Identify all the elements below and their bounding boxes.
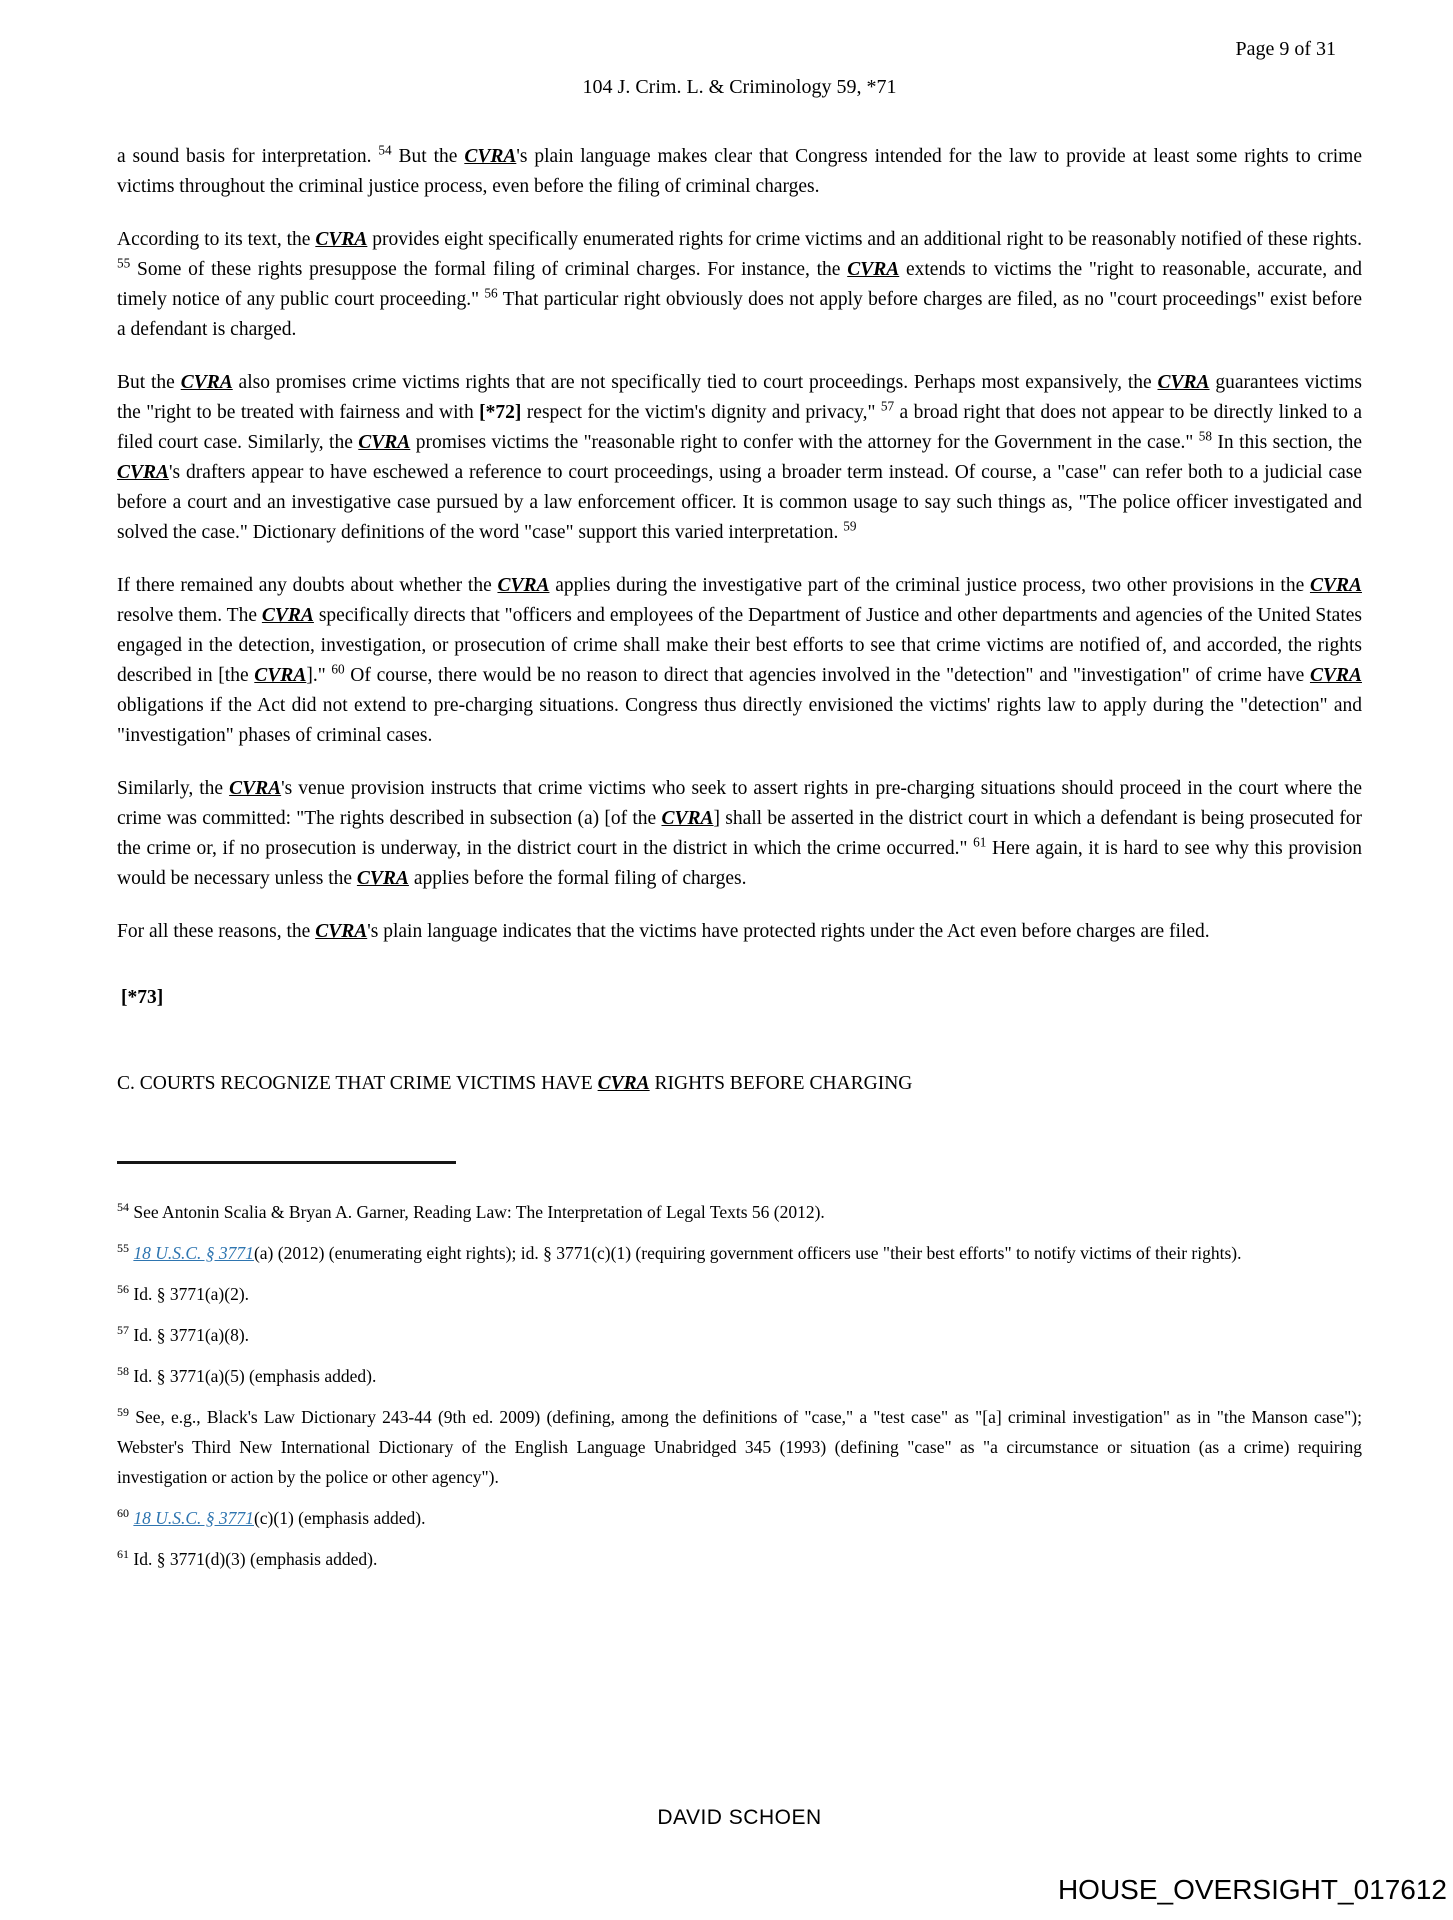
footnote [117, 1279, 1362, 1309]
cvra-term: CVRA [1309, 575, 1362, 596]
text-segment: Id. § 3771(a)(8). [133, 1325, 250, 1345]
text-segment: For all these reasons, the [117, 921, 316, 942]
cvra-term: CVRA [229, 778, 282, 799]
text-segment: Id. § 3771(a)(5) (emphasis added). [133, 1366, 377, 1386]
footnote-number: 58 [117, 1364, 129, 1379]
footnote-ref: 58 [1198, 428, 1213, 444]
text-segment: According to its text, the [117, 229, 316, 250]
footnote [117, 1197, 1362, 1227]
journal-citation: 104 J. Crim. L. & Criminology 59, *71 [582, 76, 897, 98]
text-segment: RIGHTS BEFORE CHARGING [649, 1073, 913, 1094]
body-paragraph [117, 368, 1362, 548]
text-segment: respect for the victim's dignity and privacy," [521, 402, 881, 423]
cvra-term: CVRA [254, 665, 307, 686]
cvra-term: CVRA [464, 146, 517, 167]
text-segment: In this section, the [1212, 432, 1362, 453]
text-segment: promises victims the "reasonable right to confer with the attorney for the Government in the case." [410, 432, 1199, 453]
text-segment: C. COURTS RECOGNIZE THAT CRIME VICTIMS HAVE [117, 1073, 598, 1094]
text-segment: obligations if the Act did not extend to pre-charging situations. Congress thus directly envisioned the victims' rights law to apply during the "detection" and "investigation" phases of criminal cases. [117, 695, 1362, 746]
footnote-ref: 60 [331, 661, 345, 677]
body-paragraph [117, 917, 1362, 947]
footnote-ref: 59 [843, 518, 857, 534]
text-segment: provides eight specifically enumerated rights for crime victims and an additional right to be reasonably notified of these rights. [367, 229, 1362, 250]
footnote [117, 1238, 1362, 1268]
footnote [117, 1503, 1362, 1533]
text-segment: also promises crime victims rights that are not specifically tied to court proceedings. Perhaps most expansively, the [232, 372, 1158, 393]
cvra-term: CVRA [661, 808, 714, 829]
cvra-term: CVRA [1309, 665, 1362, 686]
text-segment: ] shall be asserted in the district court in which a defendant is being prosecuted for the crime or, if no prosecution is underway, in the district court in the district in which the crime occurred." [117, 808, 1362, 859]
cvra-term: CVRA [315, 229, 368, 250]
body-paragraph [117, 774, 1362, 894]
footnote-number: 60 [117, 1506, 129, 1521]
footnote-number: 55 [117, 1241, 129, 1256]
text-segment: guarantees victims the "right to be treated with fairness and with [117, 372, 1362, 423]
cvra-term: CVRA [180, 372, 233, 393]
text-segment: ]." [306, 665, 332, 686]
footnote [117, 1544, 1362, 1574]
body-paragraphs [117, 142, 1362, 947]
document-content [117, 142, 1362, 1585]
cvra-term: CVRA [497, 575, 550, 596]
footnote-ref: 55 [117, 255, 131, 271]
footnote-number: 61 [117, 1547, 129, 1562]
text-segment: specifically directs that "officers and employees of the Department of Justice and other departments and agencies of the United States engaged in the detection, investigation, or prosecution of crime shall make their best efforts to see that crime victims are notified of, and accorded, the rights described in [the [117, 605, 1362, 686]
footnote-separator [117, 1161, 456, 1164]
footnote-number: 59 [117, 1405, 129, 1420]
footnote-number: 56 [117, 1282, 129, 1297]
cvra-term: CVRA [315, 921, 368, 942]
cvra-term: CVRA [847, 259, 900, 280]
section-heading [117, 1069, 1362, 1099]
text-segment: resolve them. The [117, 605, 262, 626]
text-segment: Some of these rights presuppose the formal filing of criminal charges. For instance, the [130, 259, 848, 280]
bates-stamp: HOUSE_OVERSIGHT_017612 [1057, 1874, 1447, 1905]
cvra-term: CVRA [356, 868, 409, 889]
page-marker: [*73] [121, 987, 164, 1008]
text-segment: Id. § 3771(d)(3) (emphasis added). [133, 1549, 378, 1569]
page-number-label: Page 9 of 31 [1235, 38, 1336, 60]
footnote-ref: 54 [378, 142, 392, 158]
footnote-ref: 61 [973, 834, 987, 850]
text-segment: [*72] [479, 402, 522, 423]
text-segment: See Antonin Scalia & Bryan A. Garner, Reading Law: The Interpretation of Legal Texts 56 (2012). [133, 1202, 825, 1222]
text-segment: extends to victims the "right to reasonable, accurate, and timely notice of any public court proceeding." [117, 259, 1363, 310]
footnote-ref: 56 [484, 285, 498, 301]
text-segment: But the [117, 372, 181, 393]
text-segment: If there remained any doubts about whether the [117, 575, 498, 596]
footnote [117, 1361, 1362, 1391]
text-segment: 's plain language makes clear that Congress intended for the law to provide at least some rights to crime victims throughout the criminal justice process, even before the filing of criminal charges. [117, 146, 1362, 197]
statute-link[interactable]: 18 U.S.C. § 3771 [133, 1508, 254, 1528]
text-segment: a broad right that does not appear to be directly linked to a filed court case. Similarly, the [117, 402, 1362, 453]
text-segment: Of course, there would be no reason to direct that agencies involved in the "detection" and "investigation" of crime have [344, 665, 1310, 686]
body-paragraph [117, 142, 1362, 202]
statute-link[interactable]: 18 U.S.C. § 3771 [133, 1243, 254, 1263]
footnote-number: 54 [117, 1200, 129, 1215]
body-paragraph [117, 571, 1362, 751]
cvra-term: CVRA [261, 605, 314, 626]
footnote [117, 1402, 1362, 1492]
text-segment: applies during the investigative part of the criminal justice process, two other provisions in the [549, 575, 1310, 596]
text-segment: Here again, it is hard to see why this provision would be necessary unless the [117, 838, 1362, 889]
text-segment: Id. § 3771(a)(2). [133, 1284, 250, 1304]
text-segment: 's drafters appear to have eschewed a reference to court proceedings, using a broader term instead. Of course, a "case" can refer both to a judicial case before a court and an investigative case pursued by a law enforcement officer. It is common usage to say such things as, "The police officer investigated and solved the case." Dictionary definitions of the word "case" support this varied interpretation. [117, 462, 1362, 543]
footer-author-name: DAVID SCHOEN [657, 1806, 822, 1829]
text-segment: 's venue provision instructs that crime victims who seek to assert rights in pre-charging situations should proceed in the court where the crime was committed: "The rights described in subsection (a) [of the [117, 778, 1362, 829]
footnote [117, 1320, 1362, 1350]
text-segment: 's plain language indicates that the victims have protected rights under the Act even before charges are filed. [367, 921, 1210, 942]
cvra-term: CVRA [597, 1073, 650, 1094]
cvra-term: CVRA [117, 462, 170, 483]
text-segment: applies before the formal filing of charges. [408, 868, 747, 889]
body-paragraph [117, 225, 1362, 345]
footnotes-list [117, 1197, 1362, 1574]
text-segment: (c)(1) (emphasis added). [253, 1508, 426, 1528]
footnote-number: 57 [117, 1323, 129, 1338]
cvra-term: CVRA [1157, 372, 1210, 393]
cvra-term: CVRA [358, 432, 411, 453]
text-segment: Similarly, the [117, 778, 230, 799]
text-segment: See, e.g., Black's Law Dictionary 243-44 (9th ed. 2009) (defining, among the definitions of "case," a "test case" as "[a] criminal investigation" as in "the Manson case"); Webster's Third New International Dictionary of the English Language Unabridged 345 (1993) (defining "case" as "a circumstance or situation (as a crime) requiring investigation or action by the police or other agency"). [117, 1407, 1362, 1487]
text-segment: That particular right obviously does not apply before charges are filed, as no "court proceedings" exist before a defendant is charged. [117, 289, 1362, 340]
footnote-ref: 57 [880, 398, 895, 414]
text-segment: a sound basis for interpretation. [117, 146, 379, 167]
text-segment: But the [391, 146, 465, 167]
text-segment: (a) (2012) (enumerating eight rights); id. § 3771(c)(1) (requiring government officers use "their best efforts" to notify victims of their rights). [253, 1243, 1242, 1263]
